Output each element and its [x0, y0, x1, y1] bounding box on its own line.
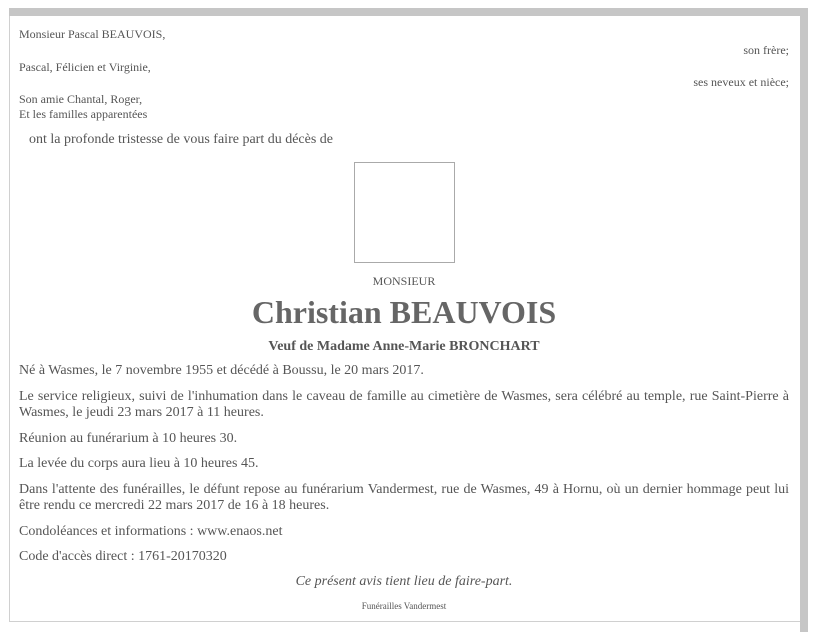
frame-border-bottom: [9, 621, 800, 622]
family-line-4: Et les familles apparentées: [19, 107, 148, 121]
deceased-title: MONSIEUR: [372, 274, 436, 288]
family-line-3: Son amie Chantal, Roger,: [19, 92, 143, 106]
meeting-paragraph: Réunion au funérarium à 10 heures 30.: [19, 431, 238, 446]
family-line-1: Monsieur Pascal BEAUVOIS,: [19, 27, 166, 41]
service-paragraph: Le service religieux, suivi de l'inhumation dans le caveau de famille au cimetière de Wasmes, sera célébré au temple, rue Saint-Pierre à Wasmes, le jeudi 23 mars 2017 à 11 heures.: [19, 389, 789, 420]
waiting-paragraph: Dans l'attente des funérailles, le défunt repose au funérarium Vandermest, rue de Wasmes, 49 à Hornu, où un dernier hommage peut lui être rendu ce mercredi 22 mars 2017 de 16 à 18 heures.: [19, 482, 789, 513]
faire-part-notice: Ce présent avis tient lieu de faire-part.: [295, 574, 513, 589]
family-role-2: ses neveux et nièce;: [693, 75, 789, 89]
access-code-paragraph: Code d'accès direct : 1761-20170320: [19, 549, 227, 564]
birth-paragraph: Né à Wasmes, le 7 novembre 1955 et décédé à Boussu, le 20 mars 2017.: [19, 363, 424, 378]
family-line-2: Pascal, Félicien et Virginie,: [19, 60, 151, 74]
frame-border-top: [9, 8, 808, 16]
lifting-paragraph: La levée du corps aura lieu à 10 heures 45.: [19, 456, 259, 471]
frame-border-left: [9, 16, 10, 622]
deceased-name: Christian BEAUVOIS: [251, 294, 557, 330]
family-role-1: son frère;: [743, 43, 789, 57]
frame-border-right: [800, 16, 808, 632]
intro-text: ont la profonde tristesse de vous faire part du décès de: [29, 132, 334, 147]
deceased-spouse: Veuf de Madame Anne-Marie BRONCHART: [268, 339, 540, 354]
funeral-home-footer: Funérailles Vandermest: [361, 601, 447, 611]
condolences-paragraph: Condoléances et informations : www.enaos.net: [19, 524, 283, 539]
deceased-photo-placeholder: [354, 162, 455, 263]
